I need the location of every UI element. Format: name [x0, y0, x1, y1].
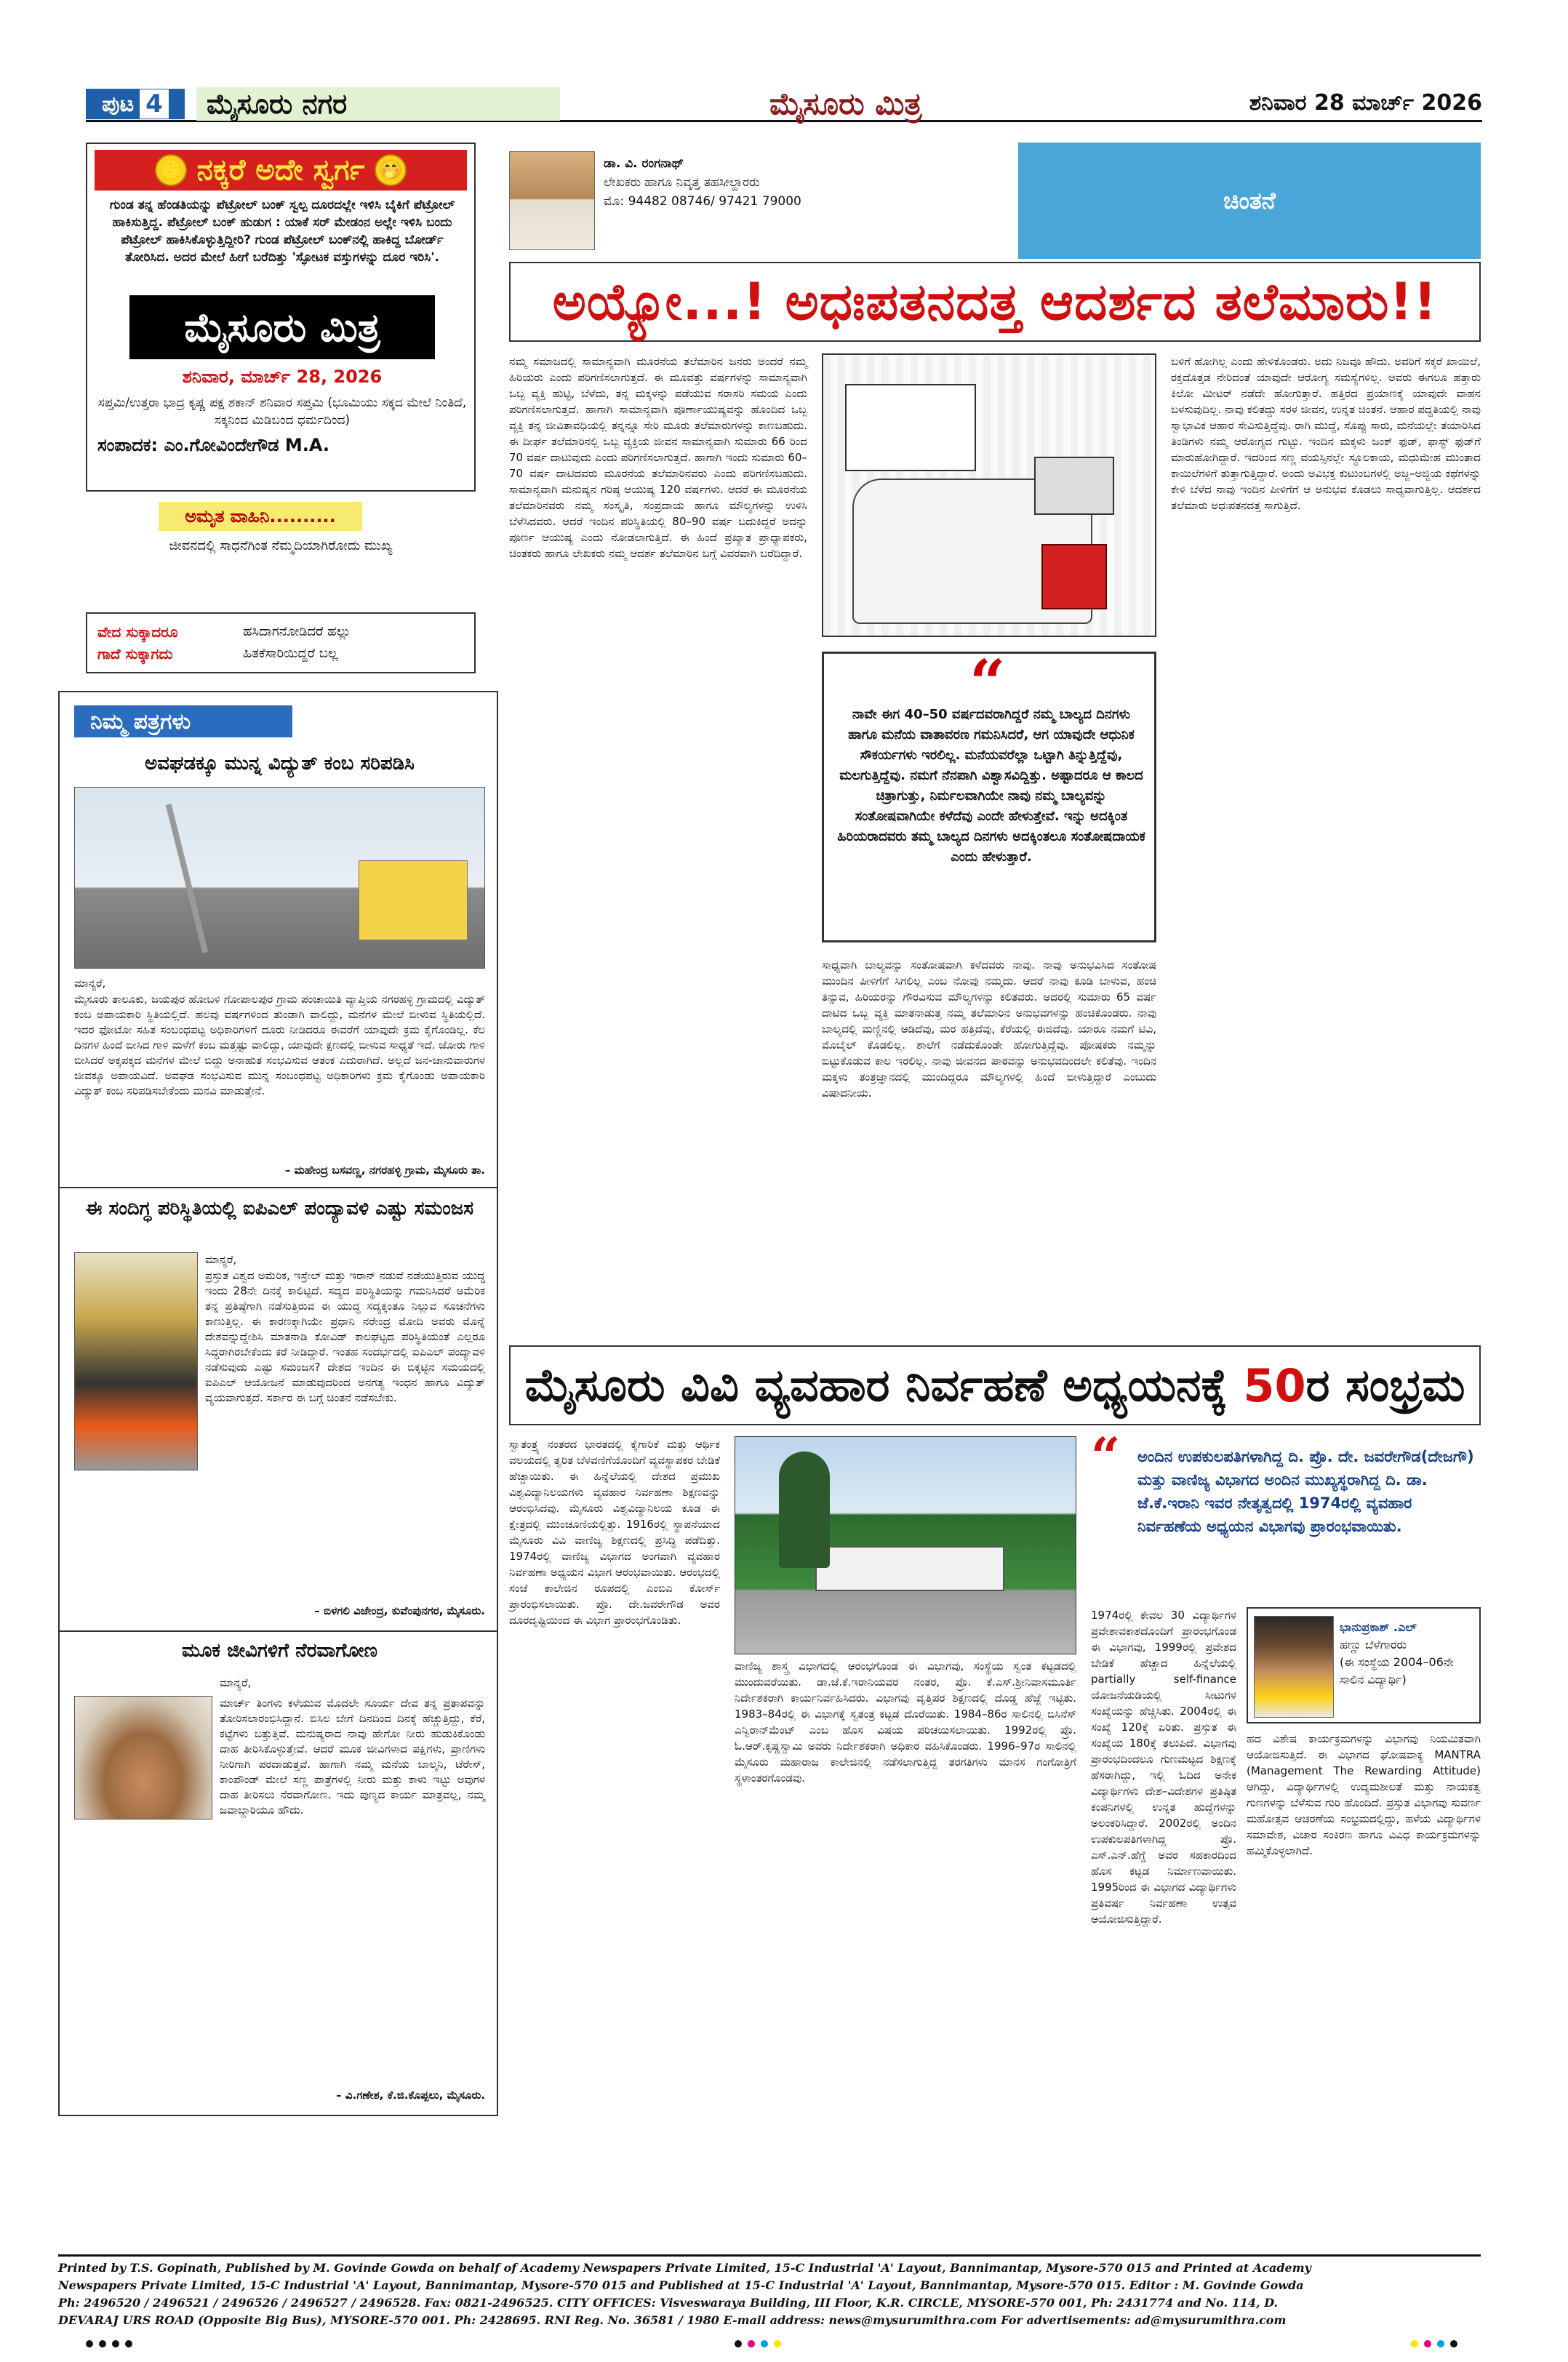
university-column-1: ಸ್ವಾತಂತ್ರ್ಯ ನಂತರದ ಭಾರತದಲ್ಲಿ ಕೈಗಾರಿಕೆ ಮತ್ತು ಆರ್ಥಿಕ ವಲಯದಲ್ಲಿ ತ್ವರಿತ ಬೆಳವಣಿಗೆಯೊಂದಿಗೆ ವ್ಯವಸ್ಥಾಪಕರ ಬೇಡಿಕೆ ಹೆಚ್ಚಾಯಿತು. ಈ ಹಿನ್ನೆಲೆಯಲ್ಲಿ ದೇಶದ ಪ್ರಮುಖ ವಿಶ್ವವಿದ್ಯಾನಿಲಯಗಳು ವ್ಯವಹಾರ ನಿರ್ವಹಣಾ ಶಿಕ್ಷಣವನ್ನು ಆರಂಭಿಸಿದವು. ಮೈಸೂರು ವಿಶ್ವವಿದ್ಯಾನಿಲಯ ಕೂಡ ಈ ಕ್ಷೇತ್ರದಲ್ಲಿ ಮುಂಚೂಣಿಯಲ್ಲಿತ್ತು. 1916ರಲ್ಲಿ ಸ್ಥಾಪನೆಯಾದ ಮೈಸೂರು ವಿವಿ ವಾಣಿಜ್ಯ ಶಿಕ್ಷಣದಲ್ಲಿ ಪ್ರಸಿದ್ಧಿ ಪಡೆದಿತ್ತು. 1974ರಲ್ಲಿ ವಾಣಿಜ್ಯ ವಿಭಾಗದ ಅಂಗವಾಗಿ ವ್ಯವಹಾರ ನಿರ್ವಹಣಾ ಅಧ್ಯಯನ ವಿಭಾಗ ಆರಂಭವಾಯಿತು. ಆರಂಭದಲ್ಲಿ ಸಂಜೆ ಕಾಲೇಜಿನ ರೂಪದಲ್ಲಿ ಎಂಬಿಎ ಕೋರ್ಸ್ ಪ್ರಾರಂಭಿಸಲಾಯಿತು. ಪ್ರೊ. ದೇ.ಜವರೇಗೌಡ ಅವರ ದೂರದೃಷ್ಟಿಯಿಂದ ಈ ವಿಭಾಗ ಪ್ರಾರಂಭಗೊಂಡಿತು. — [509, 1438, 720, 1627]
university-quote — [1091, 1426, 1481, 1604]
author-phone: ಮೊ: 94482 08746/ 97421 79000 — [604, 194, 801, 209]
tree-shape — [779, 1452, 830, 1568]
proverb-line2: ಹಿತಕೆಸಾರಿಯಿದ್ದರೆ ಬಲ್ಲ — [243, 646, 338, 661]
proverb-text — [233, 614, 474, 672]
article-headline: ಅಯ್ಯೋ...! ಅಧಃಪತನದತ್ತ ಆದರ್ಶದ ತಲೆಮಾರು!! — [509, 262, 1481, 342]
article-column-1: ನಮ್ಮ ಸಮಾಜದಲ್ಲಿ ಸಾಮಾನ್ಯವಾಗಿ ಮೂರನೆಯ ತಲೆಮಾರಿನ ಜನರು ಅಂದರೆ ನಮ್ಮ ಹಿರಿಯರು ಎಂದು ಪರಿಗಣಿಸಲಾಗುತ್ತದೆ. ಈ ಮೂವತ್ತು ವರ್ಷಗಳನ್ನು ಸಾಮಾನ್ಯವಾಗಿ ಒಬ್ಬ ವ್ಯಕ್ತಿ ಹುಟ್ಟಿ, ಬೆಳೆದು, ತನ್ನ ಮಕ್ಕಳನ್ನು ಪಡೆಯುವ ಸರಾಸರಿ ಸಮಯ ಎಂದು ಪರಿಗಣಿಸಲಾಗುತ್ತದೆ. ಹಾಗಾಗಿ ಸಾಮಾನ್ಯವಾಗಿ ಪೂರ್ಣಾಯುಷ್ಯವನ್ನು ಹೊಂದಿದ ಒಬ್ಬ ವ್ಯಕ್ತಿ ತನ್ನ ಜೀವಿತಾವಧಿಯಲ್ಲಿ ತನ್ನನ್ನೂ ಸೇರಿ ಮೂರು ತಲೆಮಾರುಗಳನ್ನು ಕಾಣಬಹುದು. ಈ ದೀರ್ಘ ತಲೆಮಾರಿನಲ್ಲಿ ಒಬ್ಬ ವ್ಯಕ್ತಿಯ ಜೀವನ ಸಾಮಾನ್ಯವಾಗಿ ಸುಮಾರು 66 ರಿಂದ 70 ವರ್ಷ ದಾಟುವುದು ಎಂದು ಪರಿಗಣಿಸಲಾಗುತ್ತದೆ. ಹಾಗಾಗಿ ಇಂದು ಸುಮಾರು 60–70 ವರ್ಷ ದಾಟಿದವರು ಮೂರನೆಯ ತಲೆಮಾರಿನವರು ಎಂದು ಪರಿಗಣಿಸಬಹುದು. ಸಾಮಾನ್ಯವಾಗಿ ಮನುಷ್ಯನ ಗರಿಷ್ಠ ಆಯುಷ್ಯ 120 ವರ್ಷಗಳು. ಆದರೆ ಈ ಮೂರನೆಯ ತಲೆಮಾರಿನವರು ನಮ್ಮ ಸಂಸ್ಕೃತಿ, ಸಂಪ್ರದಾಯ ಹಾಗೂ ಮೌಲ್ಯಗಳನ್ನು ಉಳಿಸಿ ಬೆಳೆಸಿದವರು. ಆದರೆ ಇಂದಿನ ಪರಿಸ್ಥಿತಿಯಲ್ಲಿ 80–90 ವರ್ಷ ಬದುಕಿದ್ದರೆ ಅದನ್ನು ಪೂರ್ಣ ಆಯುಷ್ಯ ಎಂದು ನೋಡಲಾಗುತ್ತಿದೆ. ಈ ಹಿಂದೆ ಪ್ರಖ್ಯಾತ ಪ್ರಾಧ್ಯಾಪಕರು, ಚಿಂತಕರು ಹಾಗೂ ಲೇಖಕರು ನಮ್ಮ ಆದರ್ಶ ತಲೆಮಾರಿನ ಬಗ್ಗೆ ವಿವರವಾಗಿ ಬರೆದಿದ್ದಾರೆ. — [509, 355, 807, 560]
article-body — [509, 353, 1481, 1321]
contributor-batch: (ಈ ಸಂಸ್ಥೆಯ 2004–06ನೇ ಸಾಲಿನ ವಿದ್ಯಾರ್ಥಿ) — [1340, 1655, 1454, 1686]
edition-calendar: ಸಪ್ತಮಿ/ಉತ್ತರಾ ಭಾದ್ರ ಕೃಷ್ಣ ಪಕ್ಷ ಶಕಾನ್ ಶನಿವಾರ ಸಪ್ತಮಿ (ಭೂಮಿಯು ಸಕ್ಕದ ಮೇಲೆ ನಿಂತಿದೆ, ಸಕ್ಕನಿಂದ ಮಿಡಿಬಂದ ಧರ್ಮದಿಂದ) — [97, 396, 467, 428]
university-headline-post: ರ ಸಂಭ್ರಮ — [1305, 1358, 1465, 1412]
amrutha-title: ಅಮೃತ ವಾಹಿನಿ.......... — [159, 502, 362, 531]
contributor-name: ಭಾನುಪ್ರಕಾಶ್ .ಎಲ್ — [1340, 1620, 1417, 1634]
contributor-info — [1340, 1619, 1478, 1689]
university-quote-text: ಅಂದಿನ ಉಪಕುಲಪತಿಗಳಾಗಿದ್ದ ದಿ. ಪ್ರೊ. ದೇ. ಜವರೇಗೌಡ(ದೇಜಗೌ) ಮತ್ತು ವಾಣಿಜ್ಯ ವಿಭಾಗದ ಅಂದಿನ ಮುಖ್ಯಸ್ಥರಾಗಿದ್ದ ದಿ. ಡಾ. ಜೆ.ಕೆ.ಇರಾನಿ ಇವರ ನೇತೃತ್ವದಲ್ಲಿ 1974ರಲ್ಲಿ ವ್ಯವಹಾರ ನಿರ್ವಹಣೆಯ ಅಧ್ಯಯನ ವಿಭಾಗವು ಪ್ರಾರಂಭವಾಯಿತು. — [1137, 1448, 1474, 1535]
divider — [60, 1187, 497, 1188]
university-column-4: ಹದ ವಿಶೇಷ ಕಾರ್ಯಕ್ರಮಗಳನ್ನು ವಿಭಾಗವು ನಿಯಮಿತವಾಗಿ ಆಯೋಜಿಸುತ್ತಿದೆ. ಈ ವಿಭಾಗದ ಘೋಷವಾಕ್ಯ MANTRA (Management The Rewarding Attitude) ಆಗಿದ್ದು, ವಿದ್ಯಾರ್ಥಿಗಳಲ್ಲಿ ಉದ್ಯಮಶೀಲತೆ ಮತ್ತು ನಾಯಕತ್ವ ಗುಣಗಳನ್ನು ಬೆಳೆಸುವ ಗುರಿ ಹೊಂದಿದೆ. ಪ್ರಸ್ತುತ ವಿಭಾಗವು ಸುವರ್ಣ ಮಹೋತ್ಸವ ಆಚರಣೆಯ ಸಂಭ್ರಮದಲ್ಲಿದ್ದು, ಹಳೆಯ ವಿದ್ಯಾರ್ಥಿಗಳ ಸಮಾವೇಶ, ವಿಚಾರ ಸಂಕಿರಣ ಹಾಗೂ ವಿವಿಧ ಕಾರ್ಯಕ್ರಮಗಳನ್ನು ಹಮ್ಮಿಕೊಳ್ಳಲಾಗಿದೆ. — [1247, 1732, 1481, 1857]
proverb-box — [86, 612, 476, 673]
letter1-title: ಅವಘಡಕ್ಕೂ ಮುನ್ನ ವಿದ್ಯುತ್ ಕಂಬ ಸರಿಪಡಿಸಿ — [145, 753, 415, 774]
letter3-signature: – ವಿ.ಗಣೇಶ, ಕೆ.ಜಿ.ಕೊಪ್ಪಲು, ಮೈಸೂರು. — [336, 2089, 485, 2102]
joke-title: ನಕ್ಕರೆ ಅದೇ ಸ್ವರ್ಗ — [196, 153, 365, 187]
article-column-2: ಸಾಧ್ಯವಾಗಿ ಬಾಲ್ಯವನ್ನು ಸಂತೋಷವಾಗಿ ಕಳೆದವರು ನಾವು. ನಾವು ಅನುಭವಿಸಿದ ಸಂತೋಷ ಮುಂದಿನ ಪೀಳಿಗೆಗೆ ಸಿಗಲಿಲ್ಲ ಎಂಬ ನೋವು ನಮ್ಮದು. ಆದರೆ ನಾವು ಕೂಡಿ ಬಾಳುವ, ಹಂಚಿ ತಿನ್ನುವ, ಹಿರಿಯರನ್ನು ಗೌರವಿಸುವ ಮೌಲ್ಯಗಳನ್ನು ಕಲಿತವರು. ಅದರಲ್ಲಿ ಸುಮಾರು 65 ವರ್ಷ ದಾಟಿದ ಒಬ್ಬ ವ್ಯಕ್ತಿ ಮಾತನಾಡುತ್ತ ನಮ್ಮ ತಲೆಮಾರಿನ ಅನುಭವಗಳನ್ನು ಹಂಚಿಕೊಂಡರು. ನಾವು ಬಾಲ್ಯದಲ್ಲಿ ಮಣ್ಣಿನಲ್ಲಿ ಆಡಿದೆವು, ಮರ ಹತ್ತಿದೆವು, ಕೆರೆಯಲ್ಲಿ ಈಜಿದೆವು. ಯಾರೂ ನಮಗೆ ಟಿವಿ, ಮೊಬೈಲ್ ಕೊಡಲಿಲ್ಲ. ಶಾಲೆಗೆ ನಡೆದುಕೊಂಡೇ ಹೋಗುತ್ತಿದ್ದೆವು. ಪೋಷಕರು ನಮ್ಮನ್ನು ಬಿಟ್ಟುಕೊಡುವ ಕಾಲ ಇರಲಿಲ್ಲ. ನಾವು ಜೀವನದ ಪಾಠವನ್ನು ಅನುಭವದಿಂದಲೇ ಕಲಿತೆವು. ಇಂದಿನ ಮಕ್ಕಳು ತಂತ್ರಜ್ಞಾನದಲ್ಲಿ ಮುಂದಿದ್ದರೂ ಮೌಲ್ಯಗಳಲ್ಲಿ ಹಿಂದೆ ಬೀಳುತ್ತಿದ್ದಾರೆ ಎಂಬುದು ವಿಷಾದನೀಯ. — [822, 958, 1156, 1100]
quote-mark-icon: “ — [969, 646, 1006, 720]
section-title: ಮೈಸೂರು ನಗರ — [196, 87, 560, 121]
contributor-box — [1247, 1607, 1481, 1724]
letter1-body: ಮೈಸೂರು ತಾಲೂಕು, ಜಯಪುರ ಹೋಬಳಿ ಗೋಪಾಲಪುರ ಗ್ರಾಮ ಪಂಚಾಯಿತಿ ವ್ಯಾಪ್ತಿಯ ನಗರಹಳ್ಳಿ ಗ್ರಾಮದಲ್ಲಿ ವಿದ್ಯುತ್ ಕಂಬ ಅಪಾಯಕಾರಿ ಸ್ಥಿತಿಯಲ್ಲಿದೆ. ಹಲವು ವರ್ಷಗಳಿಂದ ತುಂಡಾಗಿ ವಾಲಿದ್ದು, ಮನೆಗಳ ಮೇಲೆ ಬೀಳುವ ಸ್ಥಿತಿಯಲ್ಲಿದೆ. ಇದರ ಫೋಟೋ ಸಹಿತ ಸಂಬಂಧಪಟ್ಟ ಅಧಿಕಾರಿಗಳಿಗೆ ದೂರು ನೀಡಿದರೂ ಈವರೆಗೆ ಯಾವುದೇ ಕ್ರಮ ಕೈಗೊಂಡಿಲ್ಲ. ಕೆಲ ದಿನಗಳ ಹಿಂದೆ ಬೀಸಿದ ಗಾಳಿ ಮಳೆಗೆ ಕಂಬ ಮತ್ತಷ್ಟು ವಾಲಿದ್ದು, ಯಾವುದೇ ಕ್ಷಣದಲ್ಲಿ ಬೀಳುವ ಸಾಧ್ಯತೆ ಇದೆ. ಜೋರು ಗಾಳಿ ಬೀಸಿದರೆ ಅಕ್ಕಪಕ್ಕದ ಮನೆಗಳ ಮೇಲೆ ಬಿದ್ದು ಅನಾಹುತ ಸಂಭವಿಸುವ ಆತಂಕ ಎದುರಾಗಿದೆ. ಅಲ್ಲದೆ ಜನ-ಜಾನುವಾರುಗಳ ಜೀವಕ್ಕೂ ಅಪಾಯವಿದೆ. ಅವಘಡ ಸಂಭವಿಸುವ ಮುನ್ನ ಸಂಬಂಧಪಟ್ಟ ಅಧಿಕಾರಿಗಳು ಕ್ರಮ ಕೈಗೊಂಡು ಅಪಾಯಕಾರಿ ವಿದ್ಯುತ್ ಕಂಬ ಸರಿಪಡಿಸಬೇಕೆಂದು ಮನವಿ ಮಾಡುತ್ತೇನೆ. — [74, 993, 485, 1097]
letter2-lead: ಮಾನ್ಯರೆ, — [205, 1253, 237, 1266]
university-column-2: ವಾಣಿಜ್ಯ ಶಾಸ್ತ್ರ ವಿಭಾಗದಲ್ಲಿ ಆರಂಭಗೊಂಡ ಈ ವಿಭಾಗವು, ಸಂಸ್ಥೆಯ ಸ್ವಂತ ಕಟ್ಟಡದಲ್ಲಿ ಮುಂದುವರೆಯಿತು. ಡಾ.ಜೆ.ಕೆ.ಇರಾನಿಯವರ ನಂತರ, ಪ್ರೊ. ಕೆ.ಎಸ್.ಶ್ರೀನಿವಾಸಮೂರ್ತಿ ನಿರ್ದೇಶಕರಾಗಿ ಕಾರ್ಯನಿರ್ವಹಿಸಿದರು. ವಿಭಾಗವು ವೃತ್ತಿಪರ ಶಿಕ್ಷಣದಲ್ಲಿ ದೊಡ್ಡ ಹೆಜ್ಜೆ ಇಟ್ಟಿತು. 1983–84ರಲ್ಲಿ ಈ ವಿಭಾಗಕ್ಕೆ ಸ್ವತಂತ್ರ ಕಟ್ಟಡ ದೊರೆಯಿತು. 1984–86ರ ಸಾಲಿನಲ್ಲಿ ಬಿಸಿನೆಸ್ ಎನ್ವಿರಾನ್‌ಮೆಂಟ್ ಎಂಬ ಹೊಸ ವಿಷಯ ಪರಿಚಯಿಸಲಾಯಿತು. 1992ರಲ್ಲಿ ಪ್ರೊ. ಓ.ಆರ್.ಕೃಷ್ಣಸ್ವಾಮಿ ಅವರು ನಿರ್ದೇಶಕರಾಗಿ ಅಧಿಕಾರ ವಹಿಸಿಕೊಂಡರು. 1996–97ರ ಸಾಲಿನಲ್ಲಿ ಮೈಸೂರು ಮಹಾರಾಜ ಕಾಲೇಜಿನಲ್ಲಿ ನಡೆಸಲಾಗುತ್ತಿದ್ದ ತರಗತಿಗಳು ಮಾನಸ ಗಂಗೋತ್ರಿಗೆ ಸ್ಥಳಾಂತರಗೊಂಡವು. — [735, 1660, 1076, 1785]
amrutha-text: ಜೀವನದಲ್ಲಿ ಸಾಧನೆಗಿಂತ ನೆಮ್ಮದಿಯಾಗಿರೋದು ಮುಖ್ಯ — [169, 538, 393, 553]
newspaper-logo: ಮೈಸೂರು ಮಿತ್ರ — [129, 295, 435, 359]
joke-text: ಗುಂಡ ತನ್ನ ಹೆಂಡತಿಯನ್ನು ಪೆಟ್ರೋಲ್ ಬಂಕ್ ಸ್ವಲ್ಪ ದೂರದಲ್ಲೇ ಇಳಿಸಿ ಬೈಕಿಗೆ ಪೆಟ್ರೋಲ್ ಹಾಕಿಸುತ್ತಿದ್ದ. ಪೆಟ್ರೋಲ್ ಬಂಕ್ ಹುಡುಗ : ಯಾಕೆ ಸರ್ ಮೇಡಂನ ಅಲ್ಲೇ ಇಳಿಸಿ ಬಂದು ಪೆಟ್ರೋಲ್ ಹಾಕಿಸಿಕೊಳ್ಳುತ್ತಿದ್ದೀರಿ? ಗುಂಡ ಪೆಟ್ರೋಲ್ ಬಂಕ್‌ನಲ್ಲಿ ಹಾಕಿದ್ದ ಬೋರ್ಡ್ ತೋರಿಸಿದ. ಅದರ ಮೇಲೆ ಹೀಗೆ ಬರೆದಿತ್ತು 'ಸ್ಫೋಟಕ ವಸ್ತುಗಳನ್ನು ದೂರ ಇರಿಸಿ'. — [109, 198, 455, 265]
imprint-footer — [58, 2254, 1481, 2327]
amrutha-vahini — [86, 502, 476, 604]
leaning-pole-photo — [74, 787, 485, 969]
contributor-photo — [1254, 1616, 1334, 1718]
letters-section — [58, 691, 498, 2116]
edition-date: ಶನಿವಾರ, ಮಾರ್ಚ್ 28, 2026 — [182, 367, 383, 387]
birds-water-photo — [74, 1696, 212, 1819]
newspaper-shape — [845, 384, 976, 471]
imprint-line1: Printed by T.S. Gopinath, Published by M. Govinde Gowda on behalf of Academy Newspapers Private Limited, 15-C Industrial 'A' Layout, Bannimantap, Mysore-570 015 and Printed at Academy — [58, 2261, 1311, 2275]
article-column-3: ಬಳಿಗೆ ಹೋಗಿಲ್ಲ ಎಂದು ಹೇಳಿಕೊಂಡರು. ಅದು ನಿಜವೂ ಹೌದು. ಅವರಿಗೆ ಸಕ್ಕರೆ ಖಾಯಿಲೆ, ರಕ್ತದೊತ್ತಡ ನೇರಿದಂತೆ ಯಾವುದೇ ಆರೋಗ್ಯ ಸಮಸ್ಯೆಗಳಿಲ್ಲ. ಅವರು ಈಗಲೂ ಹತ್ತಾರು ಕಿಲೋ ಮೀಟರ್ ನಡೆದೇ ಹೋಗುತ್ತಾರೆ. ಹತ್ತಿರದ ಪ್ರಯಾಣಕ್ಕೆ ಯಾವುದೇ ವಾಹನ ಬಳಸುವುದಿಲ್ಲ. ನಾವು ಕಲಿತದ್ದು ಸರಳ ಜೀವನ, ಉನ್ನತ ಚಿಂತನೆ. ಆಹಾರ ಪದ್ಧತಿಯಲ್ಲಿ ನಾವು ಸ್ವಾಭಾವಿಕ ಆಹಾರ ಸೇವಿಸುತ್ತಿದ್ದೆವು. ರಾಗಿ ಮುದ್ದೆ, ಸೊಪ್ಪು ಸಾರು, ಮನೆಯಲ್ಲೇ ತಯಾರಿಸಿದ ತಿಂಡಿಗಳು ನಮ್ಮ ಆರೋಗ್ಯದ ಗುಟ್ಟು. ಇಂದಿನ ಮಕ್ಕಳು ಜಂಕ್ ಫುಡ್, ಫಾಸ್ಟ್ ಫುಡ್‌ಗೆ ಮಾರುಹೋಗಿದ್ದಾರೆ. ಇದರಿಂದ ಸಣ್ಣ ವಯಸ್ಸಿನಲ್ಲೇ ಸ್ಥೂಲಕಾಯ, ಮಧುಮೇಹ ಮುಂತಾದ ಕಾಯಿಲೆಗಳಿಗೆ ತುತ್ತಾಗುತ್ತಿದ್ದಾರೆ. ಅಂದು ಅವಿಭಕ್ತ ಕುಟುಂಬಗಳಲ್ಲಿ ಅಜ್ಜ–ಅಜ್ಜಿಯ ಕಥೆಗಳನ್ನು ಕೇಳಿ ಬೆಳೆದ ನಾವು ಇಂದಿನ ಪೀಳಿಗೆಗೆ ಆ ಅನುಭವ ಕೊಡಲು ಸಾಧ್ಯವಾಗುತ್ತಿಲ್ಲ. ಆದರ್ಶದ ತಲೆಮಾರು ಅಧಃಪತನದತ್ತ ಸಾಗುತ್ತಿದೆ. — [1171, 355, 1481, 512]
letter1-signature: – ಮಹೇಂದ್ರ ಬಸವಣ್ಣ, ನಗರಹಳ್ಳಿ ಗ್ರಾಮ, ಮೈಸೂರು ತಾ. — [284, 1164, 485, 1177]
university-building-photo — [735, 1436, 1076, 1654]
letter3-title: ಮೂಕ ಜೀವಿಗಳಿಗೆ ನೆರವಾಗೋಣ — [182, 1640, 377, 1662]
registration-dots-left — [86, 2340, 132, 2347]
electric-pole-shape — [166, 804, 209, 953]
building-shape — [815, 1546, 1004, 1591]
registration-dots-right — [1411, 2340, 1457, 2347]
page-label: ಪುಟ — [102, 91, 135, 117]
letter3-body: ಮಾರ್ಚ್ ತಿಂಗಳು ಕಳೆಯುವ ಮೊದಲೇ ಸೂರ್ಯ ದೇವ ತನ್ನ ಪ್ರತಾಪವನ್ನು ತೋರಿಸಲಾರಂಭಿಸಿದ್ದಾನೆ. ಬಿಸಿಲ ಬೇಗೆ ದಿನದಿಂದ ದಿನಕ್ಕೆ ಹೆಚ್ಚುತ್ತಿದ್ದು, ಕೆರೆ, ಕಟ್ಟೆಗಳು ಬತ್ತುತ್ತಿವೆ. ಮನುಷ್ಯರಾದ ನಾವು ಹೇಗೋ ನೀರು ಹುಡುಕಿಕೊಂಡು ದಾಹ ತೀರಿಸಿಕೊಳ್ಳುತ್ತೇವೆ. ಆದರೆ ಮೂಕ ಜೀವಿಗಳಾದ ಪಕ್ಷಿಗಳು, ಪ್ರಾಣಿಗಳು ನೀರಿಗಾಗಿ ಪರದಾಡುತ್ತವೆ. ಹಾಗಾಗಿ ನಮ್ಮ ಮನೆಯ ಬಾಲ್ಕನಿ, ಟೆರೇಸ್, ಕಾಂಪೌಂಡ್ ಮೇಲೆ ಸಣ್ಣ ಪಾತ್ರೆಗಳಲ್ಲಿ ನೀರು ಮತ್ತು ಕಾಳು ಇಟ್ಟು ಅವುಗಳ ದಾಹ ತೀರಿಸಲು ನೆರವಾಗೋಣ. ಇದು ಪುಣ್ಯದ ಕಾರ್ಯ ಮಾತ್ರವಲ್ಲ, ನಮ್ಮ ಜವಾಬ್ದಾರಿಯೂ ಹೌದು. — [220, 1697, 485, 1817]
registration-dots-center — [735, 2340, 781, 2347]
divider — [60, 1630, 497, 1632]
author-box — [509, 143, 1011, 259]
red-die-shape — [1041, 544, 1107, 609]
letter2-body: ಪ್ರಸ್ತುತ ವಿಶ್ವದ ಅಮೆರಿಕ, ಇಸ್ರೇಲ್ ಮತ್ತು ಇರಾನ್ ನಡುವೆ ನಡೆಯುತ್ತಿರುವ ಯುದ್ಧ ಇಂದು 28ನೇ ದಿನಕ್ಕೆ ಕಾಲಿಟ್ಟಿದೆ. ಸದ್ಯದ ಪರಿಸ್ಥಿತಿಯನ್ನು ಗಮನಿಸಿದರೆ ಅಮೆರಿಕ ತನ್ನ ಪ್ರತಿಷ್ಠೆಗಾಗಿ ನಡೆಸುತ್ತಿರುವ ಈ ಯುದ್ಧ ಸದ್ಯಕ್ಕಂತೂ ನಿಲ್ಲುವ ಸೂಚನೆಗಳು ಕಾಣುತ್ತಿಲ್ಲ. ಈ ಕಾರಣಕ್ಕಾಗಿಯೇ ಪ್ರಧಾನಿ ನರೇಂದ್ರ ಮೋದಿ ಅವರು ಮೊನ್ನೆ ದೇಶವನ್ನುದ್ದೇಶಿಸಿ ಮಾತನಾಡಿ ಕೋವಿಡ್ ಕಾಲಘಟ್ಟದ ಪರಿಸ್ಥಿತಿಯಂತೆ ಎಲ್ಲರೂ ಸಿದ್ಧರಾಗಿರಬೇಕೆಂದು ಕರೆ ನೀಡಿದ್ದಾರೆ. ಇಂತಹ ಸಂದರ್ಭದಲ್ಲಿ ಐಪಿಎಲ್ ಪಂದ್ಯಾವಳಿ ನಡೆಸುವುದು ಎಷ್ಟು ಸಮಂಜಸ? ದೇಶದ ಇಂದಿನ ಈ ಬಿಕ್ಕಟ್ಟಿನ ಸಮಯದಲ್ಲಿ ಐಪಿಎಲ್ ಆಯೋಜನೆ ಮಾಡುವುದರಿಂದ ಅನಗತ್ಯ ಇಂಧನ ಹಾಗೂ ವಿದ್ಯುತ್ ವ್ಯಯವಾಗುತ್ತದೆ. ಸರ್ಕಾರ ಈ ಬಗ್ಗೆ ಚಿಂತನೆ ನಡೆಸಬೇಕು. — [205, 1269, 485, 1404]
pull-quote — [822, 646, 1156, 942]
letter2-signature: – ಬಿಳಗಲಿ ವಿಜೇಂದ್ರ, ಕುವೆಂಪುನಗರ, ಮೈಸೂರು. — [314, 1604, 485, 1617]
joke-header — [95, 150, 467, 191]
pull-quote-text: ನಾವೇ ಈಗ 40–50 ವರ್ಷದವರಾಗಿದ್ದರೆ ನಮ್ಮ ಬಾಲ್ಯದ ದಿನಗಳು ಹಾಗೂ ಮನೆಯ ವಾತಾವರಣ ಗಮನಿಸಿದರೆ, ಆಗ ಯಾವುದೇ ಆಧುನಿಕ ಸೌಕರ್ಯಗಳು ಇರಲಿಲ್ಲ. ಮನೆಯವರೆಲ್ಲಾ ಒಟ್ಟಾಗಿ ತಿನ್ನುತ್ತಿದ್ದೆವು, ಮಲಗುತ್ತಿದ್ದೆವು. ನಮಗೆ ನೆನಪಾಗಿ ವಿಶ್ವಾಸವಿದ್ದಿತ್ತು. ಅಷ್ಟಾದರೂ ಆ ಕಾಲದ ಚಿತ್ರಾಗುತ್ತು, ನಿರ್ಮಲವಾಗಿಯೇ ನಾವು ನಮ್ಮ ಬಾಲ್ಯವನ್ನು ಸಂತೋಷವಾಗಿಯೇ ಕಳೆದೆವು ಎಂದೇ ಹೇಳುತ್ತೇವೆ. ಇನ್ನು ಅದಕ್ಕಿಂತ ಹಿರಿಯರಾದವರು ತಮ್ಮ ಬಾಲ್ಯದ ದಿನಗಳು ಅದಕ್ಕಿಂತಲೂ ಸಂತೋಷದಾಯಕ ಎಂದು ಹೇಳುತ್ತಾರೆ. — [837, 707, 1145, 865]
imprint-line4: DEVARAJ URS ROAD (Opposite Big Bus), MYSORE-570 001. Ph: 2428695. RNI Reg. No. 36581 / 1980 E-mail address: news@mysurumithra.com For advertisements: ad@mysurumithra.com — [58, 2313, 1287, 2327]
proverb-label — [87, 614, 233, 672]
contributor-role: ಹಣ್ಣು ಬೆಳೆಗಾರರು — [1340, 1638, 1407, 1652]
page-number: 4 — [140, 89, 169, 119]
page-badge — [86, 89, 185, 119]
proverb-label-line1: ವೇದ ಸುಕ್ಕಾದರೂ — [97, 623, 178, 641]
letter3-lead: ಮಾನ್ಯರೆ, — [220, 1676, 252, 1689]
author-name: ಡಾ. ವಿ. ರಂಗನಾಥ್ — [604, 156, 684, 171]
ipl-trophy-photo — [74, 1252, 198, 1470]
university-headline-pre: ಮೈಸೂರು ವಿವಿ ವ್ಯವಹಾರ ನಿರ್ವಹಣೆ ಅಧ್ಯಯನಕ್ಕೆ — [524, 1358, 1228, 1412]
letter2-title: ಈ ಸಂದಿಗ್ಧ ಪರಿಸ್ಥಿತಿಯಲ್ಲಿ ಐಪಿಎಲ್ ಪಂದ್ಯಾವಳಿ ಎಷ್ಟು ಸಮಂಜಸ — [85, 1198, 474, 1220]
joke-box — [86, 143, 476, 492]
author-role: ಲೇಖಕರು ಹಾಗೂ ನಿವೃತ್ತ ತಹಸೀಲ್ದಾರರು — [604, 175, 760, 190]
house-shape — [359, 860, 468, 940]
quote-mark-icon: “ — [1091, 1426, 1121, 1486]
masthead — [86, 86, 1482, 122]
article-cartoon — [822, 353, 1156, 637]
letters-header: ನಿಮ್ಮ ಪತ್ರಗಳು — [74, 705, 292, 737]
author-info — [604, 154, 801, 211]
university-headline-number: 50 — [1243, 1358, 1306, 1412]
proverb-label-line2: ಗಾದೆ ಸುಕ್ಕಾಗದು — [97, 645, 173, 662]
laptop-shape — [1034, 457, 1114, 515]
letter1-lead: ಮಾನ್ಯರೆ, — [74, 977, 106, 990]
column-label: ಚಿಂತನೆ — [1018, 143, 1481, 259]
editor-line: ಸಂಪಾದಕ: ಎಂ.ಗೋವಿಂದೇಗೌಡ M.A. — [97, 435, 329, 455]
university-column-3: 1974ರಲ್ಲಿ ಕೇವಲ 30 ವಿದ್ಯಾರ್ಥಿಗಳ ಪ್ರವೇಶಾವಕಾಶದೊಂದಿಗೆ ಪ್ರಾರಂಭಗೊಂಡ ಈ ವಿಭಾಗವು, 1999ರಲ್ಲಿ ಪ್ರವೇಶದ ಬೇಡಿಕೆ ಹೆಚ್ಚಾದ ಹಿನ್ನೆಲೆಯಲ್ಲಿ partially self-finance ಯೋಜನೆಯಡಿಯಲ್ಲಿ ಸೀಟುಗಳ ಸಂಖ್ಯೆಯನ್ನು ಹೆಚ್ಚಿಸಿತು. 2004ರಲ್ಲಿ ಈ ಸಂಖ್ಯೆ 120ಕ್ಕೆ ಏರಿತು. ಪ್ರಸ್ತುತ ಈ ಸಂಖ್ಯೆಯ 180ಕ್ಕೆ ತಲುಪಿದೆ. ವಿಭಾಗವು ಪ್ರಾರಂಭದಿಂದಲೂ ಗುಣಮಟ್ಟದ ಶಿಕ್ಷಣಕ್ಕೆ ಹೆಸರಾಗಿದ್ದು, ಇಲ್ಲಿ ಓದಿದ ಅನೇಕ ವಿದ್ಯಾರ್ಥಿಗಳು ದೇಶ–ವಿದೇಶಗಳ ಪ್ರತಿಷ್ಠಿತ ಕಂಪನಿಗಳಲ್ಲಿ ಉನ್ನತ ಹುದ್ದೆಗಳನ್ನು ಅಲಂಕರಿಸಿದ್ದಾರೆ. 2002ರಲ್ಲಿ ಅಂದಿನ ಉಪಕುಲಪತಿಗಳಾಗಿದ್ದ ಪ್ರೊ. ಎಸ್.ಎನ್.ಹೆಗ್ಡೆ ಅವರ ಸಹಕಾರದಿಂದ ಹೊಸ ಕಟ್ಟಡ ನಿರ್ಮಾಣವಾಯಿತು. 1995ರಿಂದ ಈ ವಿಭಾಗದ ವಿದ್ಯಾರ್ಥಿಗಳು ಪ್ರತಿವರ್ಷ ನಿರ್ವಹಣಾ ಉತ್ಸವ ಆಯೋಜಿಸುತ್ತಿದ್ದಾರೆ. — [1091, 1609, 1236, 1926]
giggling-face-icon: 🤭 — [375, 154, 407, 186]
imprint-line3: Ph: 2496520 / 2496521 / 2496526 / 2496527 / 2496528. Fax: 0821-2496525. CITY OFFICES: Visveswaraya Building, III Floor, K.R. CIRCLE, MYSORE-570 001, Ph: 2431774 and No. 114, D. — [58, 2296, 1279, 2310]
imprint-line2: Newspapers Private Limited, 15-C Industrial 'A' Layout, Bannimantap, Mysore-570 015 and Published at 15-C Industrial 'A' Layout, Bannimantap, Mysore-570 015. Editor : M. Govinde Gowda — [58, 2278, 1304, 2292]
university-headline — [509, 1345, 1481, 1425]
proverb-line1: ಹಸಿದಾಗನೋಡಿದರೆ ಹಲ್ಲು — [243, 624, 351, 639]
brand-name: ಮೈಸೂರು ಮಿತ್ರ — [769, 86, 922, 121]
author-photo — [509, 151, 595, 250]
issue-date: ಶನಿವಾರ 28 ಮಾರ್ಚ್ 2026 — [1249, 90, 1482, 116]
laughing-face-icon: 😆 — [155, 154, 187, 186]
